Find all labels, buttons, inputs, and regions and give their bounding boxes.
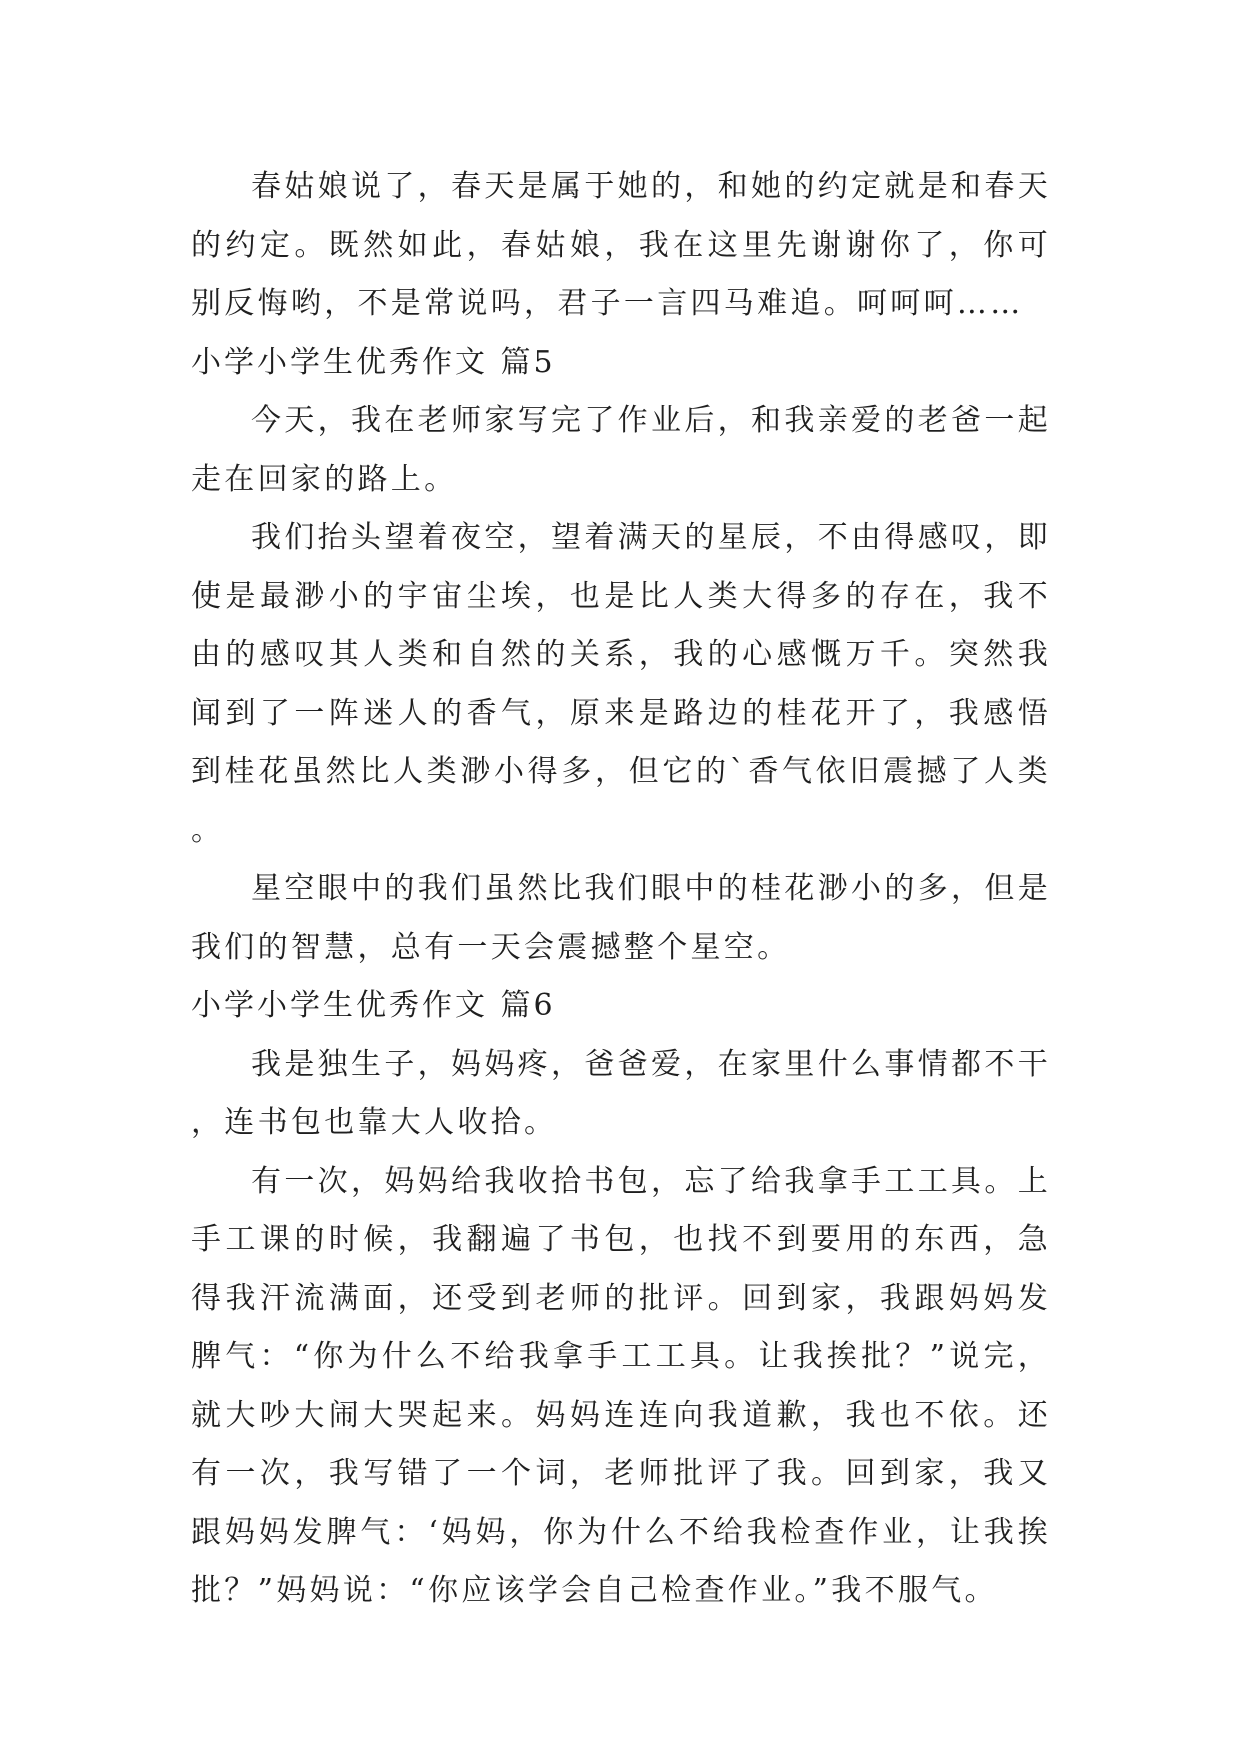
paragraph-starry-sky: 我们抬头望着夜空，望着满天的星辰，不由得感叹，即使是最渺小的宇宙尘埃，也是比人类大得多的存在，我不由的感叹其人类和自然的关系，我的心感慨万千。突然我闻到了一阵迷人的香气，原来是路边的桂花开了，我感悟到桂花虽然比人类渺小得多，但它的`香气依旧震撼了人类。	[191, 520, 1051, 848]
paragraph-only-child: 我是独生子，妈妈疼，爸爸爱，在家里什么事情都不干，连书包也靠大人收拾。	[191, 1046, 1051, 1140]
essay-heading-6: 小学小学生优秀作文 篇6	[191, 988, 556, 1023]
essay-body	[191, 158, 1051, 1621]
paragraph-human-wisdom: 星空眼中的我们虽然比我们眼中的桂花渺小的多，但是我们的智慧，总有一天会震撼整个星空。	[191, 871, 1051, 965]
paragraph-schoolbag-story: 有一次，妈妈给我收拾书包，忘了给我拿手工工具。上手工课的时候，我翻遍了书包，也找不到要用的东西，急得我汗流满面，还受到老师的批评。回到家，我跟妈妈发脾气：“你为什么不给我拿手工工具。让我挨批？”说完，就大吵大闹大哭起来。妈妈连连向我道歉，我也不依。还有一次，我写错了一个词，老师批评了我。回到家，我又跟妈妈发脾气：‘妈妈，你为什么不给我检查作业，让我挨批？”妈妈说：“你应该学会自己检查作业。”我不服气。	[191, 1163, 1051, 1608]
essay-heading-5: 小学小学生优秀作文 篇5	[191, 344, 556, 380]
paragraph-walking-home: 今天，我在老师家写完了作业后，和我亲爱的老爸一起走在回家的路上。	[191, 403, 1051, 497]
paragraph-spring-promise: 春姑娘说了，春天是属于她的，和她的约定就是和春天的约定。既然如此，春姑娘，我在这里先谢谢你了，你可别反悔哟，不是常说吗，君子一言四马难追。呵呵呵……	[191, 169, 1051, 321]
